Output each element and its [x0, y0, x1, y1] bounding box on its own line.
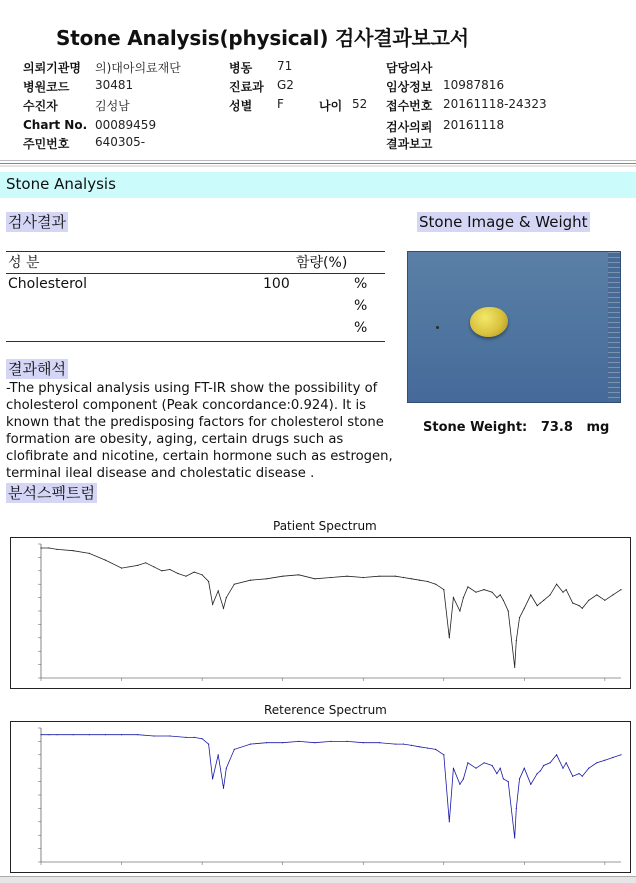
interpretation-heading: 결과해석: [8, 360, 66, 378]
spectrum-point: [449, 637, 450, 638]
spectrum-point: [524, 768, 525, 769]
header-divider: [0, 160, 636, 164]
sex-value: F: [277, 97, 284, 111]
spectrum-point: [282, 576, 283, 577]
spectrum-point: [121, 568, 122, 569]
receipt-label: 접수번호: [386, 99, 433, 113]
spectrum-point: [475, 768, 476, 769]
reference-spectrum-title: Reterence Spectrum: [264, 703, 387, 717]
doctor-label: 담당의사: [386, 61, 433, 75]
spectrum-point: [379, 742, 380, 743]
spectrum-point: [496, 597, 497, 598]
spectrum-point: [89, 553, 90, 554]
spectrum-point: [419, 580, 420, 581]
row-unit: %: [354, 298, 368, 314]
spectrum-point: [463, 778, 464, 779]
spectrum-point: [266, 578, 267, 579]
spectrum-point: [453, 597, 454, 598]
spectrum-point: [467, 762, 468, 763]
spectrum-point: [212, 604, 213, 605]
resident-no-value: 640305-: [95, 135, 146, 149]
spectrum-point: [145, 562, 146, 563]
spectrum-point: [89, 734, 90, 735]
spectrum-point: [496, 773, 497, 774]
spectrum-point: [516, 640, 517, 641]
spectrum-point: [202, 738, 203, 739]
patient-spectrum-title: Patient Spectrum: [273, 519, 377, 533]
spectrum-point: [530, 784, 531, 785]
spectrum-point: [185, 737, 186, 738]
weight-unit: mg: [586, 420, 610, 435]
spectrum-point: [363, 742, 364, 743]
spectrum-point: [403, 577, 404, 578]
footer-bar: [0, 876, 636, 883]
spectrum-point: [208, 744, 209, 745]
receipt-value: 20161118-24323: [443, 97, 547, 111]
spectrum-point: [57, 734, 58, 735]
spectrum-point: [582, 776, 583, 777]
spectrum-point: [314, 742, 315, 743]
reference-spectrum-chart: [10, 721, 631, 873]
spectrum-point: [492, 765, 493, 766]
dept-value: G2: [277, 78, 294, 92]
hospital-code-value: 30481: [95, 78, 134, 92]
spectrum-point: [475, 592, 476, 593]
spectrum-point: [604, 760, 605, 761]
spectrum-point: [508, 781, 509, 782]
ward-label: 병동: [229, 61, 253, 75]
spectrum-point: [250, 580, 251, 581]
spectrum-point: [223, 788, 224, 789]
spectrum-point: [266, 742, 267, 743]
spectrum-point: [121, 734, 122, 735]
spectrum-point: [73, 734, 74, 735]
spectrum-point: [169, 569, 170, 570]
spectrum-point: [459, 610, 460, 611]
spectrum-point: [226, 597, 227, 598]
spectrum-point: [519, 778, 520, 779]
spectrum-point: [105, 560, 106, 561]
spectrum-point: [530, 594, 531, 595]
spectrum-point: [588, 600, 589, 601]
spectrum-point: [556, 584, 557, 585]
spectrum-point: [540, 770, 541, 771]
spectrum-point: [516, 808, 517, 809]
spectrum-point: [40, 734, 41, 735]
spectrum-point: [49, 734, 50, 735]
spectrum-point: [612, 594, 613, 595]
spectrum-point: [467, 586, 468, 587]
spectrum-point: [503, 778, 504, 779]
spectrum-point: [57, 549, 58, 550]
spectrum-point: [169, 735, 170, 736]
spectrum-point: [463, 597, 464, 598]
spectrum-point: [363, 577, 364, 578]
spectrum-point: [137, 734, 138, 735]
spectrum-point: [443, 589, 444, 590]
spectrum-point: [537, 773, 538, 774]
spectrum-point: [161, 570, 162, 571]
spectrum-point: [459, 784, 460, 785]
spectrum-point: [73, 550, 74, 551]
debris-speck: [436, 326, 439, 329]
spectrum-point: [427, 748, 428, 749]
clinical-value: 10987816: [443, 78, 505, 92]
spectrum-point: [588, 768, 589, 769]
spectrum-point: [177, 573, 178, 574]
spectrum-point: [218, 754, 219, 755]
spectrum-point: [443, 754, 444, 755]
stone-weight: [423, 420, 609, 435]
patient-spectrum-svg: [11, 538, 630, 688]
spectrum-point: [411, 578, 412, 579]
spectrum-point: [137, 565, 138, 566]
results-heading: 검사결과: [8, 213, 66, 231]
spectrum-point: [508, 610, 509, 611]
spectrum-point: [250, 744, 251, 745]
spectrum-point: [330, 741, 331, 742]
patient-value: 김성남: [95, 99, 130, 113]
spectrum-point: [314, 578, 315, 579]
row-component: Cholesterol: [8, 276, 88, 292]
col-component-header: 성 분: [8, 255, 40, 271]
institution-value: 의)대아의료재단: [95, 61, 181, 75]
spectrum-point: [403, 744, 404, 745]
spectrum-point: [519, 617, 520, 618]
image-heading: Stone Image & Weight: [419, 213, 588, 231]
spectrum-point: [514, 667, 515, 668]
spectrum-point: [419, 746, 420, 747]
spectrum-point: [566, 762, 567, 763]
spectrum-point: [153, 735, 154, 736]
spectrum-point: [612, 757, 613, 758]
spectrum-point: [604, 600, 605, 601]
spectrum-point: [208, 581, 209, 582]
spectrum-point: [449, 821, 450, 822]
interpretation-text: -The physical analysis using FT-IR show the possibility of cholesterol component (Peak concordance:0.924). It is known that the predisposing factors for cholesterol stone formation are obesity, aging, certain drugs such as clofibrate and nicotine, certain hormone such as estrogen, terminal ileal disease and cholestatic disease .: [6, 381, 393, 481]
page-title: Stone Analysis(physical) 검사결과보고서: [56, 26, 469, 50]
spectrum-point: [411, 745, 412, 746]
spectrum-point: [330, 577, 331, 578]
spectrum-series-line: [41, 735, 621, 838]
spectrum-point: [105, 734, 106, 735]
spectrum-point: [550, 762, 551, 763]
spectrum-point: [500, 594, 501, 595]
spectrum-point: [550, 594, 551, 595]
spectrum-point: [566, 589, 567, 590]
spectrum-point: [298, 574, 299, 575]
spectrum-point: [395, 576, 396, 577]
chart-no-label: Chart No.: [23, 118, 88, 132]
ward-value: 71: [277, 59, 293, 73]
spectrum-point: [435, 749, 436, 750]
resident-no-label: 주민번호: [23, 137, 70, 151]
spectrum-point: [514, 837, 515, 838]
spectrum-point: [572, 602, 573, 603]
row-unit: %: [354, 320, 368, 336]
header-divider-shadow: [0, 165, 636, 167]
reference-spectrum-svg: [11, 722, 630, 872]
spectrum-point: [185, 576, 186, 577]
table-bottom-rule: [6, 341, 385, 342]
spectrum-point: [562, 768, 563, 769]
col-content-header: 함량(%): [296, 255, 348, 271]
stone-photo: [407, 251, 621, 403]
spectrum-point: [282, 742, 283, 743]
spectrum-point: [347, 576, 348, 577]
report-label: 결과보고: [386, 137, 433, 151]
spectrum-point: [379, 576, 380, 577]
spectrum-point: [572, 776, 573, 777]
spectrum-point: [562, 592, 563, 593]
row-unit: %: [354, 276, 368, 292]
spectrum-point: [492, 592, 493, 593]
spectrum-point: [620, 589, 621, 590]
request-label: 검사의뢰: [386, 120, 433, 134]
patient-label: 수진자: [23, 99, 58, 113]
stone-specimen: [470, 307, 508, 337]
spectrum-point: [537, 605, 538, 606]
spectrum-point: [202, 574, 203, 575]
spectrum-point: [40, 547, 41, 548]
spectrum-point: [620, 754, 621, 755]
spectrum-point: [484, 762, 485, 763]
weight-label: Stone Weight:: [423, 420, 528, 435]
spectrum-point: [524, 608, 525, 609]
spectrum-point: [500, 768, 501, 769]
spectrum-point: [540, 602, 541, 603]
spectrum-point: [212, 778, 213, 779]
spectrum-point: [596, 762, 597, 763]
spectrum-point: [427, 581, 428, 582]
dept-label: 진료과: [229, 80, 264, 94]
spectrum-point: [234, 749, 235, 750]
sex-label: 성별: [229, 99, 253, 113]
spectrum-point: [395, 744, 396, 745]
spectrum-point: [194, 572, 195, 573]
request-value: 20161118: [443, 118, 505, 132]
age-value: 52: [352, 97, 368, 111]
ruler-scale: [608, 252, 620, 403]
spectrum-heading: 분석스펙트럼: [8, 484, 95, 502]
spectrum-point: [543, 600, 544, 601]
spectrum-point: [453, 768, 454, 769]
spectrum-point: [579, 605, 580, 606]
spectrum-point: [543, 765, 544, 766]
spectrum-point: [556, 754, 557, 755]
institution-label: 의뢰기관명: [23, 61, 81, 75]
section-title: Stone Analysis: [0, 172, 636, 198]
spectrum-point: [234, 584, 235, 585]
spectrum-point: [579, 773, 580, 774]
clinical-label: 임상정보: [386, 80, 433, 94]
spectrum-point: [226, 768, 227, 769]
weight-value: 73.8: [540, 420, 573, 435]
spectrum-point: [153, 566, 154, 567]
spectrum-series-line: [41, 548, 621, 667]
spectrum-point: [435, 584, 436, 585]
hospital-code-label: 병원코드: [23, 80, 70, 94]
spectrum-point: [49, 547, 50, 548]
spectrum-point: [218, 590, 219, 591]
spectrum-point: [347, 741, 348, 742]
chart-no-value: 00089459: [95, 118, 157, 132]
spectrum-point: [582, 608, 583, 609]
spectrum-point: [484, 589, 485, 590]
table-header-rule: [6, 273, 385, 274]
spectrum-point: [194, 737, 195, 738]
spectrum-point: [596, 594, 597, 595]
spectrum-point: [223, 608, 224, 609]
patient-spectrum-chart: [10, 537, 631, 689]
spectrum-point: [298, 741, 299, 742]
age-label: 나이: [319, 99, 343, 113]
row-value: 100: [263, 276, 290, 292]
spectrum-point: [503, 600, 504, 601]
